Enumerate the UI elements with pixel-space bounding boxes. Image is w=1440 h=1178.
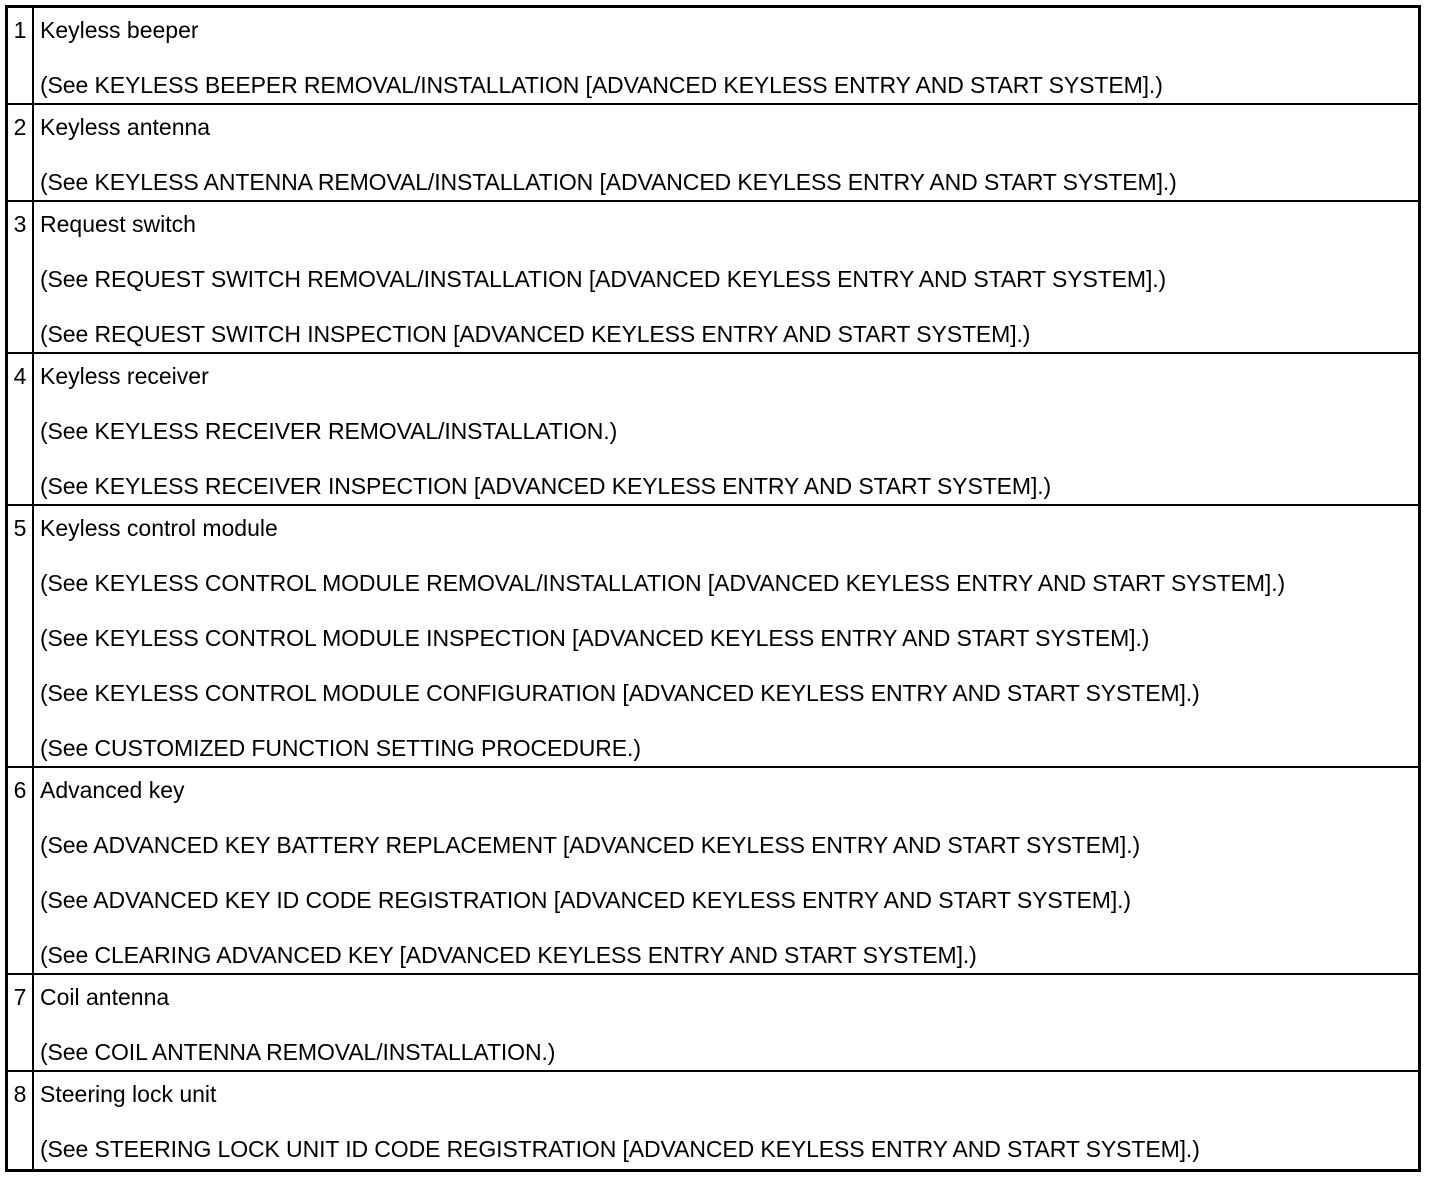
- reference-list: [40, 170, 1418, 195]
- reference-list: [40, 419, 1418, 499]
- reference-link[interactable]: (See ADVANCED KEY ID CODE REGISTRATION [ADVANCED KEYLESS ENTRY AND START SYSTEM].): [40, 886, 1131, 913]
- reference-link[interactable]: (See COIL ANTENNA REMOVAL/INSTALLATION.): [40, 1038, 556, 1065]
- reference-list: [40, 1040, 1418, 1065]
- item-content-cell: [33, 201, 1420, 353]
- reference-link[interactable]: (See KEYLESS CONTROL MODULE REMOVAL/INSTALLATION [ADVANCED KEYLESS ENTRY AND START SYSTEM].): [40, 569, 1286, 596]
- item-number: 2: [13, 113, 27, 140]
- reference-list: [40, 571, 1418, 761]
- item-content-cell: [33, 767, 1420, 974]
- item-title: Request switch: [40, 210, 196, 237]
- item-title: Steering lock unit: [40, 1080, 217, 1107]
- item-number-cell: [7, 201, 34, 353]
- reference-link[interactable]: (See KEYLESS RECEIVER INSPECTION [ADVANCED KEYLESS ENTRY AND START SYSTEM].): [40, 472, 1052, 499]
- item-number-cell: [7, 104, 34, 201]
- table-row: [7, 505, 1420, 767]
- item-number: 7: [13, 983, 27, 1010]
- reference-link[interactable]: (See KEYLESS RECEIVER REMOVAL/INSTALLATION.): [40, 417, 618, 444]
- item-content-cell: [33, 353, 1420, 505]
- reference-link[interactable]: (See REQUEST SWITCH REMOVAL/INSTALLATION [ADVANCED KEYLESS ENTRY AND START SYSTEM].): [40, 265, 1167, 292]
- table-row: [7, 201, 1420, 353]
- reference-link[interactable]: (See REQUEST SWITCH INSPECTION [ADVANCED KEYLESS ENTRY AND START SYSTEM].): [40, 320, 1031, 347]
- item-number-cell: [7, 7, 34, 104]
- reference-link[interactable]: (See KEYLESS CONTROL MODULE CONFIGURATION [ADVANCED KEYLESS ENTRY AND START SYSTEM].): [40, 679, 1200, 706]
- table-row: [7, 104, 1420, 201]
- table-row: [7, 353, 1420, 505]
- reference-link[interactable]: (See KEYLESS ANTENNA REMOVAL/INSTALLATION [ADVANCED KEYLESS ENTRY AND START SYSTEM].): [40, 168, 1177, 195]
- item-content-cell: [33, 104, 1420, 201]
- reference-list: [40, 73, 1418, 98]
- item-content-cell: [33, 1071, 1420, 1171]
- table-body: [7, 7, 1420, 1171]
- reference-link[interactable]: (See KEYLESS CONTROL MODULE INSPECTION [ADVANCED KEYLESS ENTRY AND START SYSTEM].): [40, 624, 1150, 651]
- item-number-cell: [7, 353, 34, 505]
- item-number: 4: [13, 362, 27, 389]
- item-content-cell: [33, 7, 1420, 104]
- item-title: Keyless beeper: [40, 17, 199, 43]
- reference-list: [40, 833, 1418, 968]
- reference-link[interactable]: (See STEERING LOCK UNIT ID CODE REGISTRATION [ADVANCED KEYLESS ENTRY AND START SYSTEM].): [40, 1135, 1200, 1162]
- table-row: [7, 974, 1420, 1071]
- item-number-cell: [7, 767, 34, 974]
- item-number: 5: [13, 514, 27, 541]
- reference-link[interactable]: (See ADVANCED KEY BATTERY REPLACEMENT [ADVANCED KEYLESS ENTRY AND START SYSTEM].): [40, 831, 1141, 858]
- item-number: 6: [13, 776, 27, 803]
- reference-list: [40, 1137, 1418, 1162]
- item-number: 8: [13, 1080, 27, 1107]
- item-number: 1: [13, 17, 27, 43]
- item-content-cell: [33, 505, 1420, 767]
- item-number: 3: [13, 210, 27, 237]
- item-title: Keyless antenna: [40, 113, 211, 140]
- table-row: [7, 7, 1420, 104]
- reference-link[interactable]: (See KEYLESS BEEPER REMOVAL/INSTALLATION [ADVANCED KEYLESS ENTRY AND START SYSTEM].): [40, 72, 1163, 98]
- item-number-cell: [7, 1071, 34, 1171]
- reference-link[interactable]: (See CLEARING ADVANCED KEY [ADVANCED KEYLESS ENTRY AND START SYSTEM].): [40, 941, 977, 968]
- reference-list: [40, 267, 1418, 347]
- table-row: [7, 767, 1420, 974]
- reference-link[interactable]: (See CUSTOMIZED FUNCTION SETTING PROCEDURE.): [40, 734, 641, 761]
- item-title: Coil antenna: [40, 983, 170, 1010]
- item-title: Keyless control module: [40, 514, 278, 541]
- item-number-cell: [7, 505, 34, 767]
- component-reference-table: [5, 5, 1421, 1172]
- item-title: Advanced key: [40, 776, 185, 803]
- table-row: [7, 1071, 1420, 1171]
- item-number-cell: [7, 974, 34, 1071]
- item-title: Keyless receiver: [40, 362, 209, 389]
- item-content-cell: [33, 974, 1420, 1071]
